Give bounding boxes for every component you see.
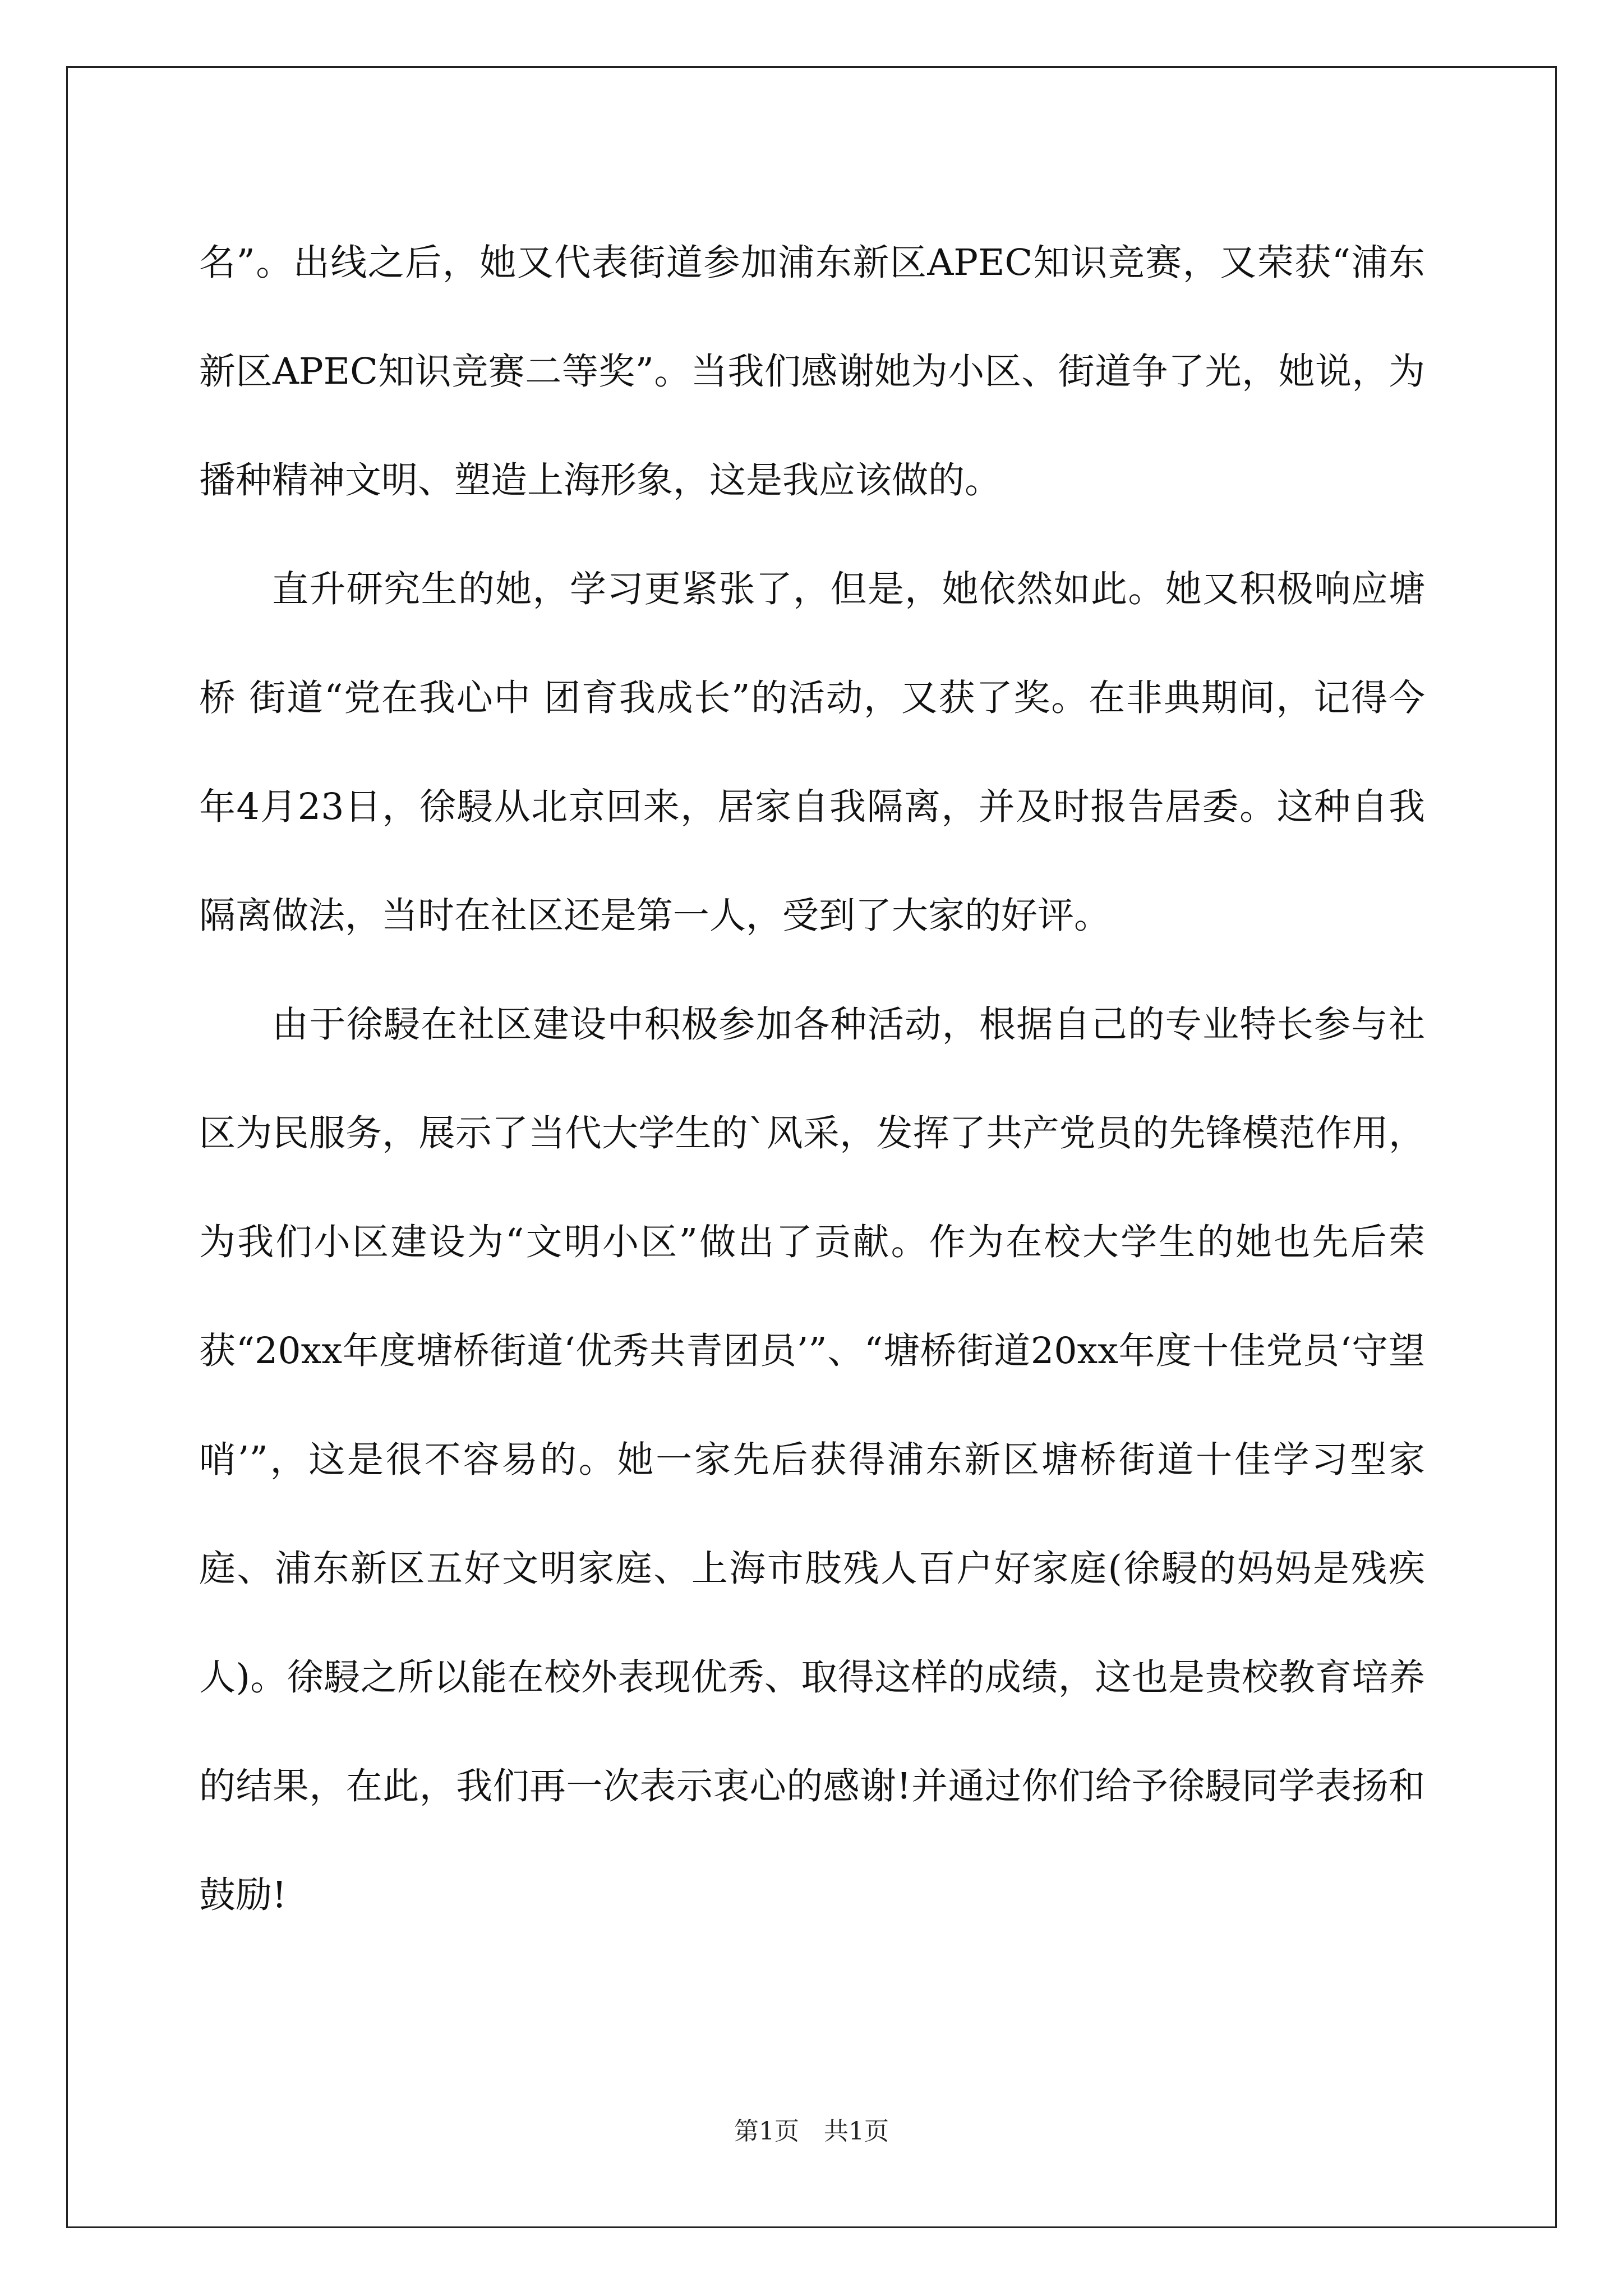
paragraph-continued: 名”。出线之后，她又代表街道参加浦东新区APEC知识竞赛，又荣获“浦东新区APEC知识竞赛二等奖”。当我们感谢她为小区、街道争了光，她说，为播种精神文明、塑造上海形象，这是我应该做的。 xyxy=(199,242,1425,501)
paragraph: 由于徐駸在社区建设中积极参加各种活动，根据自己的专业特长参与社区为民服务，展示了当代大学生的`风采，发挥了共产党员的先锋模范作用，为我们小区建设为“文明小区”做出了贡献。作为在校大学生的她也先后荣获“20xx年度塘桥街道‘优秀共青团员’”、“塘桥街道20xx年度十佳党员‘守望哨’”，这是很不容易的。她一家先后获得浦东新区塘桥街道十佳学习型家庭、浦东新区五好文明家庭、上海市肢残人百户好家庭(徐駸的妈妈是残疾人)。徐駸之所以能在校外表现优秀、取得这样的成绩，这也是贵校教育培养的结果，在此，我们再一次表示衷心的感谢!并通过你们给予徐駸同学表扬和鼓励! xyxy=(199,1004,1425,1916)
paragraph: 直升研究生的她，学习更紧张了，但是，她依然如此。她又积极响应塘桥 街道“党在我心中 团育我成长”的活动，又获了奖。在非典期间，记得今年4月23日，徐駸从北京回来，居家自我隔离，并及时报告居委。这种自我隔离做法，当时在社区还是第一人，受到了大家的好评。 xyxy=(199,568,1425,937)
document-body xyxy=(199,209,1425,1950)
page-number-footer: 第1页 共1页 xyxy=(734,2117,889,2146)
